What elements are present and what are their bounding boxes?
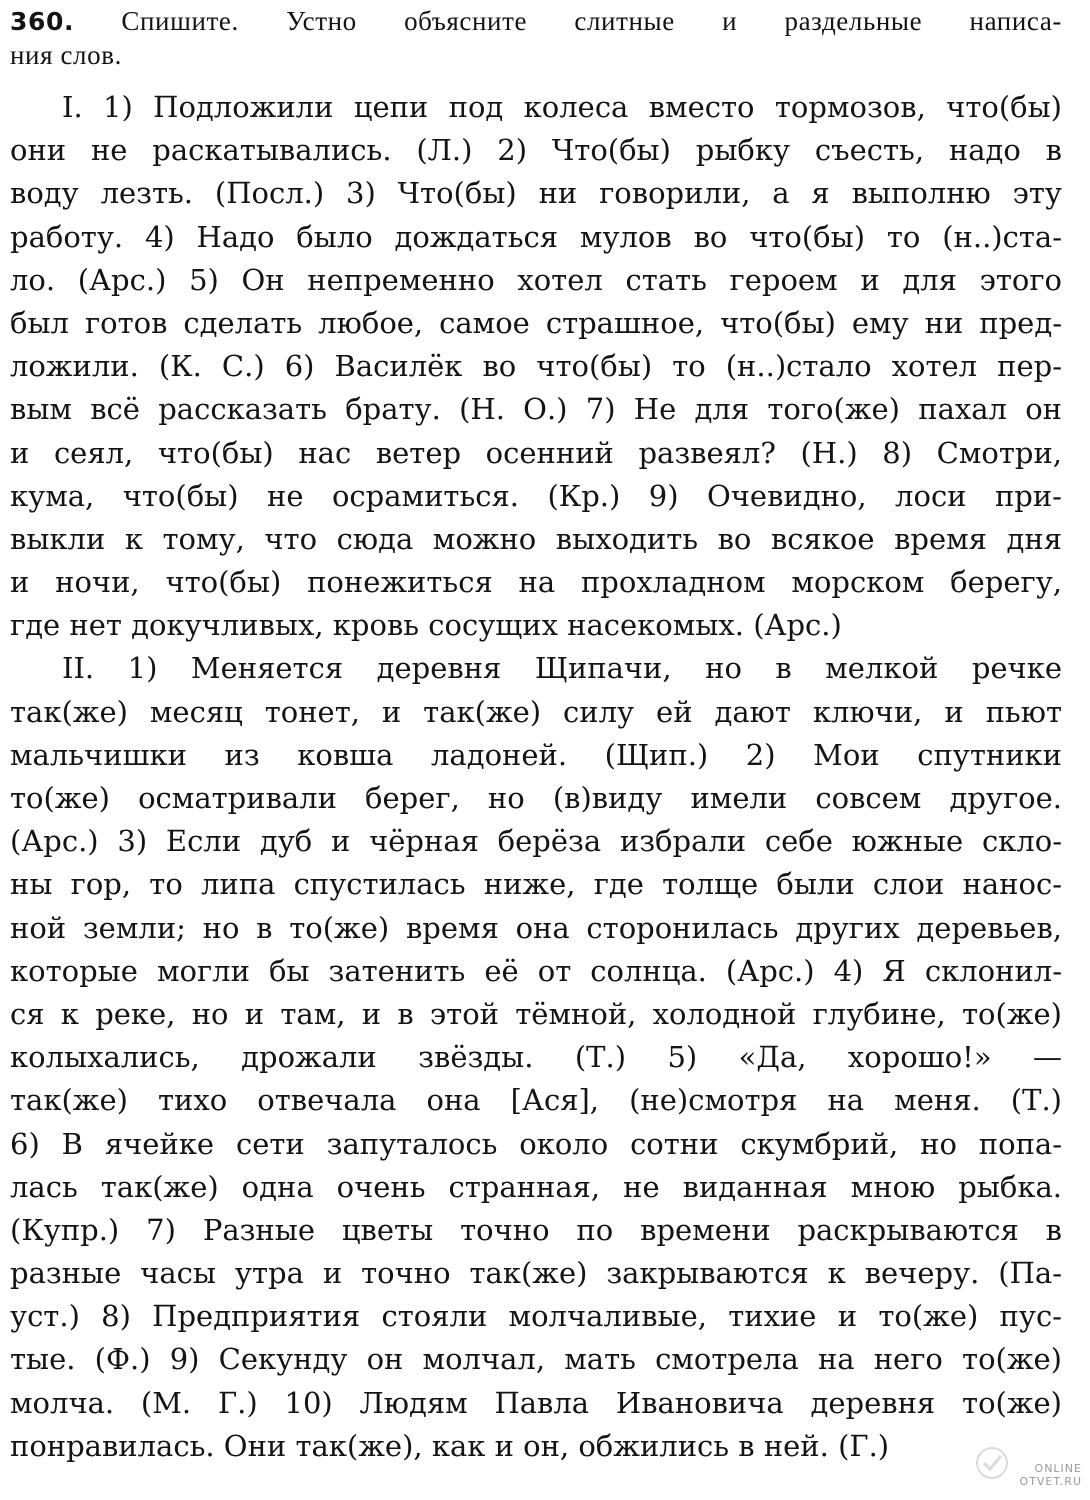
body-line: ны гор, то липа спустилась ниже, где толще были слои нанос- [10,867,1062,902]
watermark-line-1: ONLINE [1034,1462,1082,1475]
exercise-number: 360. [10,7,75,36]
body-line: I. 1) Подложили цепи под колеса вместо тормозов, что(бы) [62,90,1062,124]
body-line: они не раскатывались. (Л.) 2) Что(бы) рыбку съесть, надо в [10,133,1062,168]
body-line: выкли к тому, что сюда можно выходить во всякое время дня [10,521,1062,556]
body-line: ложили. (К. С.) 6) Василёк во что(бы) то (н..)стало хотел пер- [10,349,1062,384]
heading-line-1 [10,4,1062,38]
watermark-text [1020,1462,1082,1488]
body-line: тые. (Ф.) 9) Секунду он молчал, мать смотрела на него то(же) [10,1342,1062,1377]
exercise-heading [10,4,1062,72]
heading-line-2: ния слов. [10,40,122,70]
body-line: мальчишки из ковша ладоней. (Щип.) 2) Мои спутники [10,737,1062,772]
body-line: так(же) месяц тонет, и так(же) силу ей дают ключи, и пьют [10,694,1062,729]
body-line: молча. (М. Г.) 10) Людям Павла Ивановича деревня то(же) [10,1385,1062,1420]
body-line: лась так(же) одна очень странная, не виданная мною рыбка. [10,1169,1062,1204]
body-line: ло. (Арс.) 5) Он непременно хотел стать героем и для этого [10,262,1062,297]
body-line: 6) В ячейке сети запуталось около сотни скумбрий, но попа- [10,1126,1062,1161]
body-line: и ночи, что(бы) понежиться на прохладном морском берегу, [10,565,1062,600]
body-line: так(же) тихо отвечала она [Ася], (не)смотря на меня. (Т.) [10,1083,1062,1118]
body-line: II. 1) Меняется деревня Щипачи, но в мелкой речке [62,651,1062,686]
body-line: где нет докучливых, кровь сосущих насекомых. (Арс.) [10,608,842,643]
body-line: (Купр.) 7) Разные цветы точно по времени раскрываются в [10,1212,1062,1247]
exercise-body [10,86,1062,1468]
body-line: то(же) осматривали берег, но (в)виду имели совсем другое. [10,781,1062,815]
body-line: которые могли бы затенить её от солнца. (Арс.) 4) Я склонил- [10,953,1062,988]
body-line: ся к реке, но и там, и в этой тёмной, холодной глубине, то(же) [10,996,1062,1031]
body-line: работу. 4) Надо было дождаться мулов во что(бы) то (н..)ста- [10,219,1062,254]
body-line: (Арс.) 3) Если дуб и чёрная берёза избрали себе южные скло- [10,824,1062,859]
body-line: воду лезть. (Посл.) 3) Что(бы) ни говорили, а я выполню эту [10,176,1062,211]
body-line: был готов сделать любое, самое страшное, что(бы) ему ни пред- [10,305,1062,340]
body-line: и сеял, что(бы) нас ветер осенний развеял? (Н.) 8) Смотри, [10,435,1062,470]
body-line: вым всё рассказать брату. (Н. О.) 7) Не для того(же) пахал он [10,392,1062,427]
body-line: ной земли; но в то(же) время она сторонилась других деревьев, [10,910,1062,945]
body-line: уст.) 8) Предприятия стояли молчаливые, тихие и то(же) пус- [10,1299,1062,1334]
body-line: колыхались, дрожали звёзды. (Т.) 5) «Да, хорошо!» — [10,1040,1062,1075]
body-line: кума, что(бы) не осрамиться. (Кр.) 9) Очевидно, лоси при- [10,478,1062,513]
instruction-text: Спишите. Устно объясните слитные и раздельные написа- [121,6,1062,36]
watermark-line-2: OTVET.RU [1019,1475,1082,1488]
body-line: разные часы утра и точно так(же) закрываются к вечеру. (Па- [10,1256,1062,1291]
body-line: понравилась. Они так(же), как и он, обжились в ней. (Г.) [10,1428,890,1463]
